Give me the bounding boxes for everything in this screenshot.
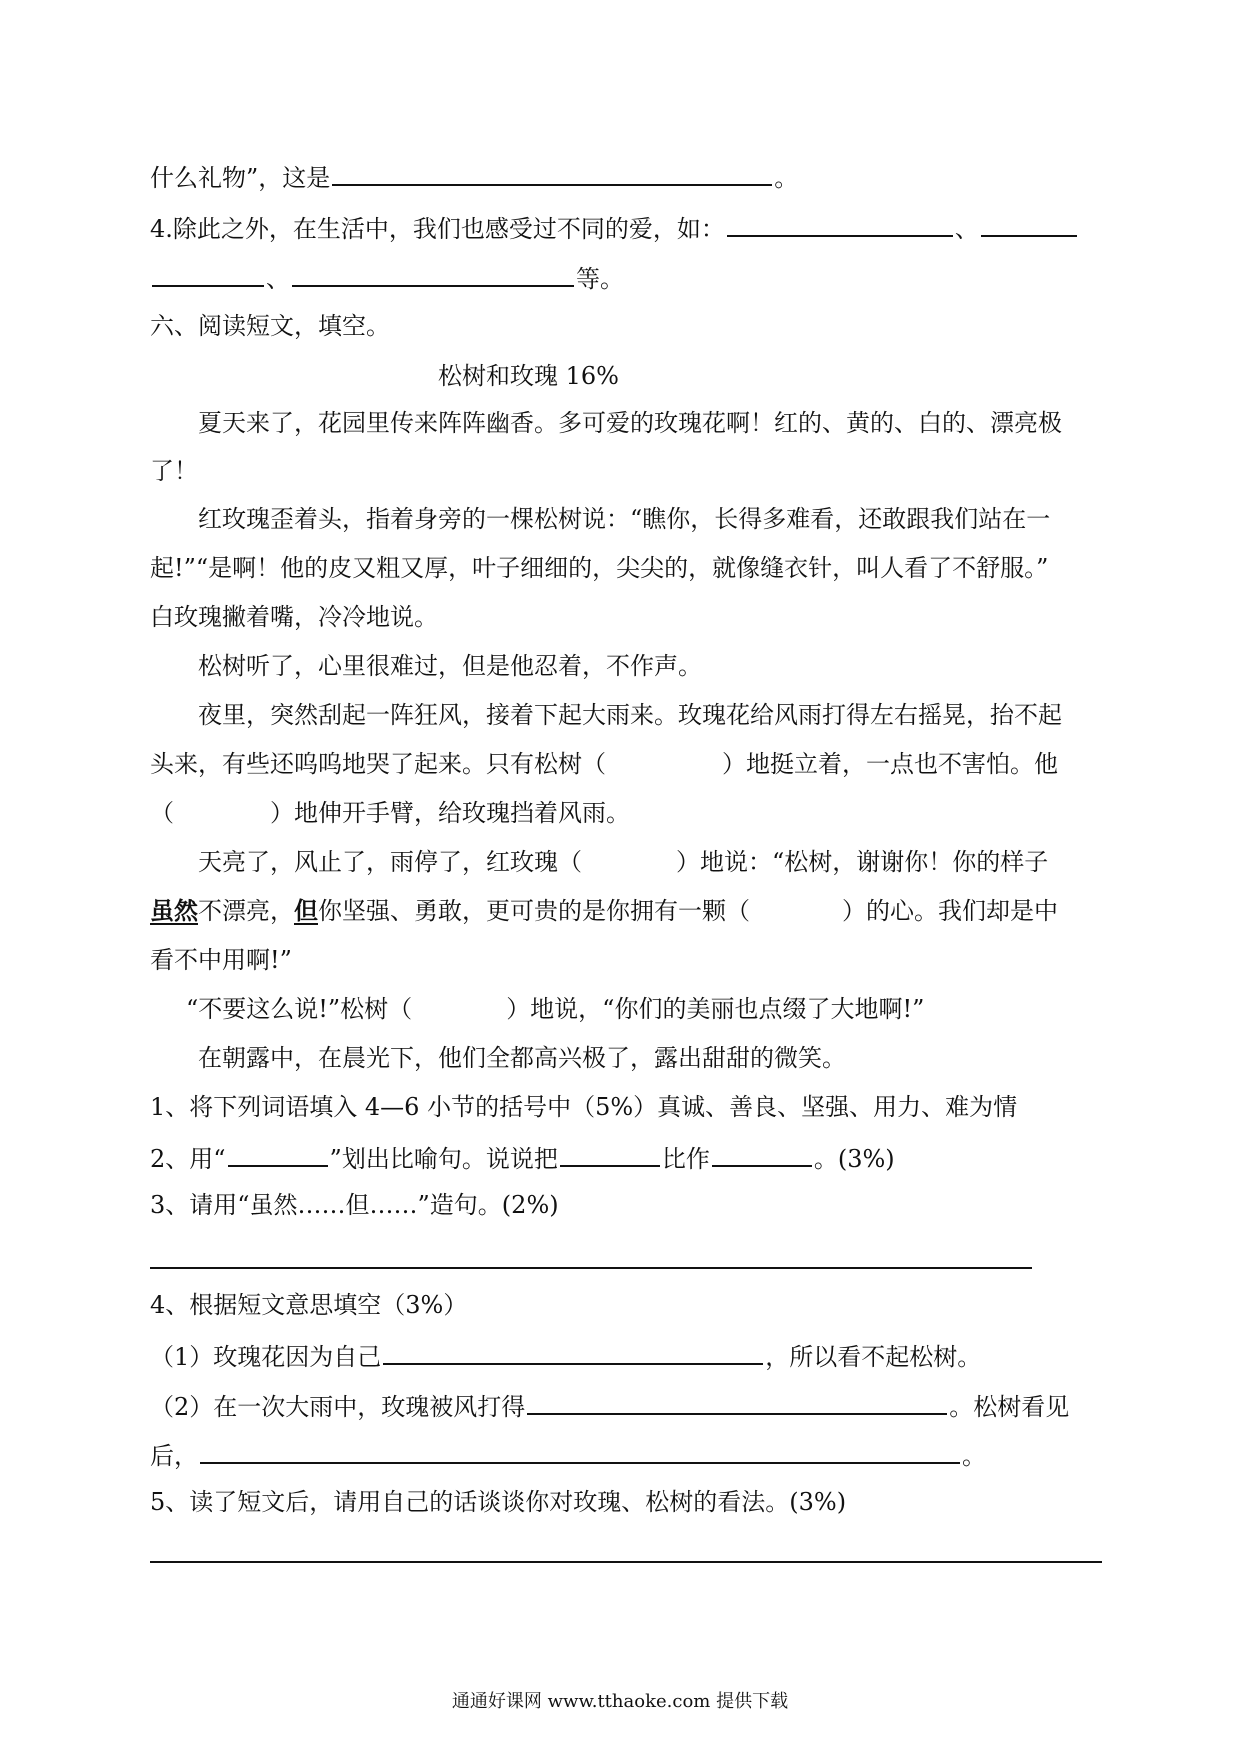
question-5: 5、读了短文后，请用自己的话谈谈你对玫瑰、松树的看法。(3%) — [150, 1488, 847, 1516]
passage-p1b: 了！ — [150, 457, 198, 485]
section-heading: 六、阅读短文，填空。 — [150, 312, 390, 340]
question-4-3: 后， 。 — [150, 1438, 986, 1471]
passage-p4c: （ ）地伸开手臂，给玫瑰挡着风雨。 — [150, 799, 630, 827]
passage-title: 松树和玫瑰 16% — [438, 362, 619, 390]
fill-blank[interactable] — [152, 261, 264, 287]
question-1: 1、将下列词语填入 4—6 小节的括号中（5%）真诚、善良、坚强、用力、难为情 — [150, 1093, 1018, 1121]
passage-p3: 松树听了，心里很难过，但是他忍着，不作声。 — [198, 652, 702, 680]
passage-p2a: 红玫瑰歪着头，指着身旁的一棵松树说：“瞧你，长得多难看，还敢跟我们站在一 — [198, 505, 1051, 533]
page-footer: 通通好课网 www.tthaoke.com 提供下载 — [451, 1691, 789, 1712]
fill-blank[interactable] — [292, 261, 574, 287]
passage-p4b: 头来，有些还呜呜地哭了起来。只有松树（ ）地挺立着，一点也不害怕。他 — [150, 750, 1058, 778]
passage-p2b: 起!”“是啊！他的皮又粗又厚，叶子细细的，尖尖的，就像缝衣针，叫人看了不舒服。” — [150, 554, 1049, 582]
fill-blank[interactable] — [383, 1339, 763, 1365]
passage-p7: 在朝露中，在晨光下，他们全都高兴极了，露出甜甜的微笑。 — [198, 1044, 846, 1072]
fill-blank[interactable] — [981, 211, 1077, 237]
q4-line-2: 、 等。 — [150, 261, 624, 294]
passage-p5c: 看不中用啊!” — [150, 946, 292, 974]
fill-blank[interactable] — [527, 1389, 947, 1415]
question-2: 2、用“ ”划出比喻句。说说把 比作 。(3%) — [150, 1141, 895, 1174]
fill-blank[interactable] — [712, 1141, 812, 1167]
passage-p2c: 白玫瑰撇着嘴，冷冷地说。 — [150, 603, 438, 631]
passage-p6: “不要这么说!”松树（ ）地说，“你们的美丽也点缀了大地啊!” — [186, 995, 925, 1023]
fill-blank[interactable] — [332, 160, 772, 186]
passage-p5a: 天亮了，风止了，雨停了，红玫瑰（ ）地说：“松树，谢谢你！你的样子 — [198, 848, 1049, 876]
question-3: 3、请用“虽然……但……”造句。(2%) — [150, 1191, 559, 1219]
question-4: 4、根据短文意思填空（3%） — [150, 1291, 468, 1319]
q4-line-1: 4.除此之外，在生活中，我们也感受过不同的爱，如： 、 — [150, 211, 1079, 244]
fill-blank[interactable] — [228, 1141, 328, 1167]
answer-line[interactable] — [150, 1267, 1032, 1269]
question-4-1: （1）玫瑰花因为自己 ，所以看不起松树。 — [150, 1339, 981, 1372]
fill-blank[interactable] — [560, 1141, 660, 1167]
passage-p4a: 夜里，突然刮起一阵狂风，接着下起大雨来。玫瑰花给风雨打得左右摇晃，抬不起 — [198, 701, 1062, 729]
fill-blank[interactable] — [200, 1438, 960, 1464]
passage-p5b: 虽然不漂亮，但你坚强、勇敢，更可贵的是你拥有一颗（ ）的心。我们却是中 — [150, 896, 1058, 925]
q3-tail-line: 什么礼物”，这是 。 — [150, 160, 798, 193]
passage-p1a: 夏天来了，花园里传来阵阵幽香。多可爱的玫瑰花啊！红的、黄的、白的、漂亮极 — [198, 409, 1062, 437]
question-4-2: （2）在一次大雨中，玫瑰被风打得 。松树看见 — [150, 1389, 1069, 1422]
fill-blank[interactable] — [727, 211, 953, 237]
answer-line[interactable] — [150, 1561, 1102, 1563]
